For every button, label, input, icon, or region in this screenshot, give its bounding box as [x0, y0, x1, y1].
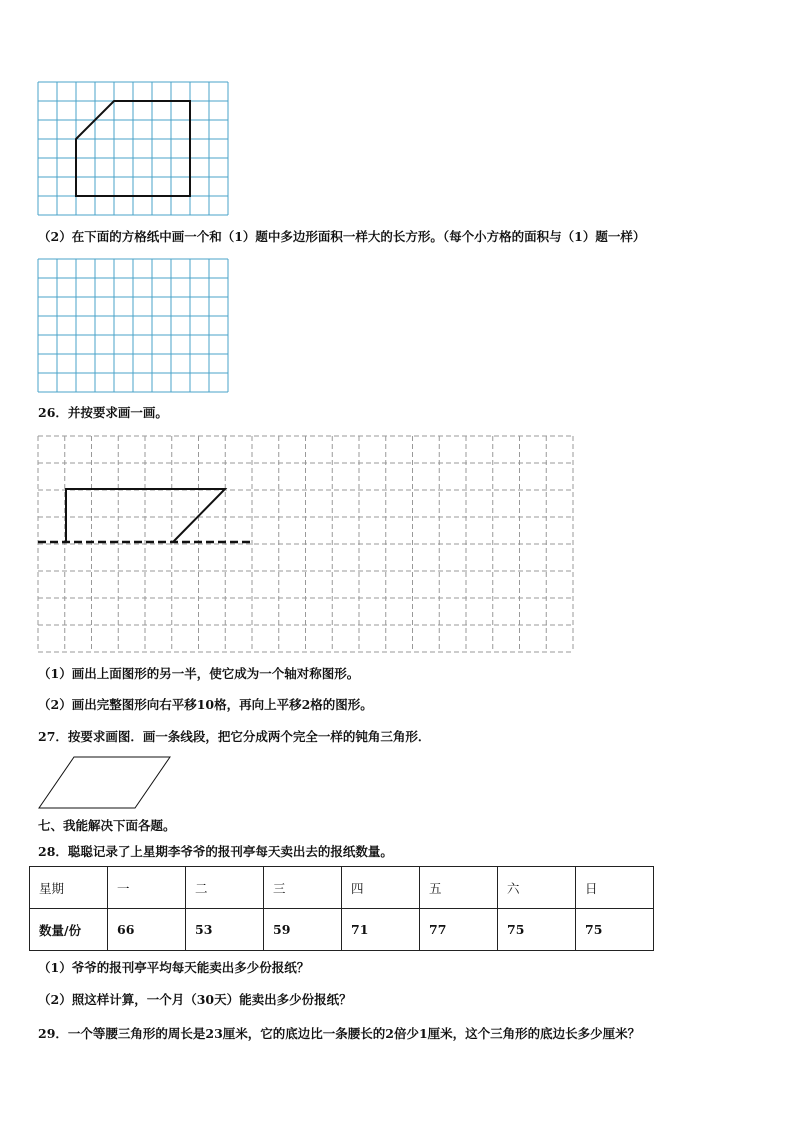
polygon-grid-figure — [38, 82, 228, 215]
parallelogram-figure[interactable] — [38, 755, 178, 811]
q28-title: 28．聪聪记录了上星期李爷爷的报刊亭每天卖出去的报纸数量。 — [38, 844, 393, 859]
q28-part2-text: （2）照这样计算，一个月（30天）能卖出多少份报纸？ — [38, 992, 352, 1007]
empty-grid-answer-area[interactable] — [38, 259, 228, 392]
q26-part1-text: （1）画出上面图形的另一半，使它成为一个轴对称图形。 — [38, 666, 360, 681]
q27-title: 27．按要求画图．画一条线段，把它分成两个完全一样的钝角三角形． — [38, 729, 431, 744]
parallelogram-shape — [39, 757, 170, 808]
table-cell: 66 — [108, 909, 186, 951]
table-cell: 五 — [420, 867, 498, 909]
table-cell: 71 — [342, 909, 420, 951]
table-cell: 四 — [342, 867, 420, 909]
section7-title: 七、我能解决下面各题。 — [38, 818, 176, 833]
table-header-row — [30, 867, 654, 909]
table-cell: 六 — [498, 867, 576, 909]
table-cell: 53 — [186, 909, 264, 951]
q25-part2-text: （2）在下面的方格纸中画一个和（1）题中多边形面积一样大的长方形。（每个小方格的面积与（1）题一样） — [38, 229, 646, 244]
q26-title: 26．并按要求画一画。 — [38, 405, 168, 420]
table-cell: 59 — [264, 909, 342, 951]
q29-title: 29．一个等腰三角形的周长是23厘米，它的底边比一条腰长的2倍少1厘米，这个三角形的底边长多少厘米？ — [38, 1026, 641, 1041]
table-row — [30, 909, 654, 951]
table-cell: 星期 — [30, 867, 108, 909]
table-cell: 三 — [264, 867, 342, 909]
table-cell: 数量/份 — [30, 909, 108, 951]
newspaper-sales-table — [29, 866, 654, 951]
table-cell: 二 — [186, 867, 264, 909]
q28-part1-text: （1）爷爷的报刊亭平均每天能卖出多少份报纸？ — [38, 960, 310, 975]
table-cell: 一 — [108, 867, 186, 909]
dashed-grid-figure[interactable] — [38, 436, 573, 652]
table-cell: 日 — [576, 867, 654, 909]
table-cell: 75 — [576, 909, 654, 951]
table-cell: 77 — [420, 909, 498, 951]
q26-part2-text: （2）画出完整图形向右平移10格，再向上平移2格的图形。 — [38, 697, 373, 712]
table-cell: 75 — [498, 909, 576, 951]
